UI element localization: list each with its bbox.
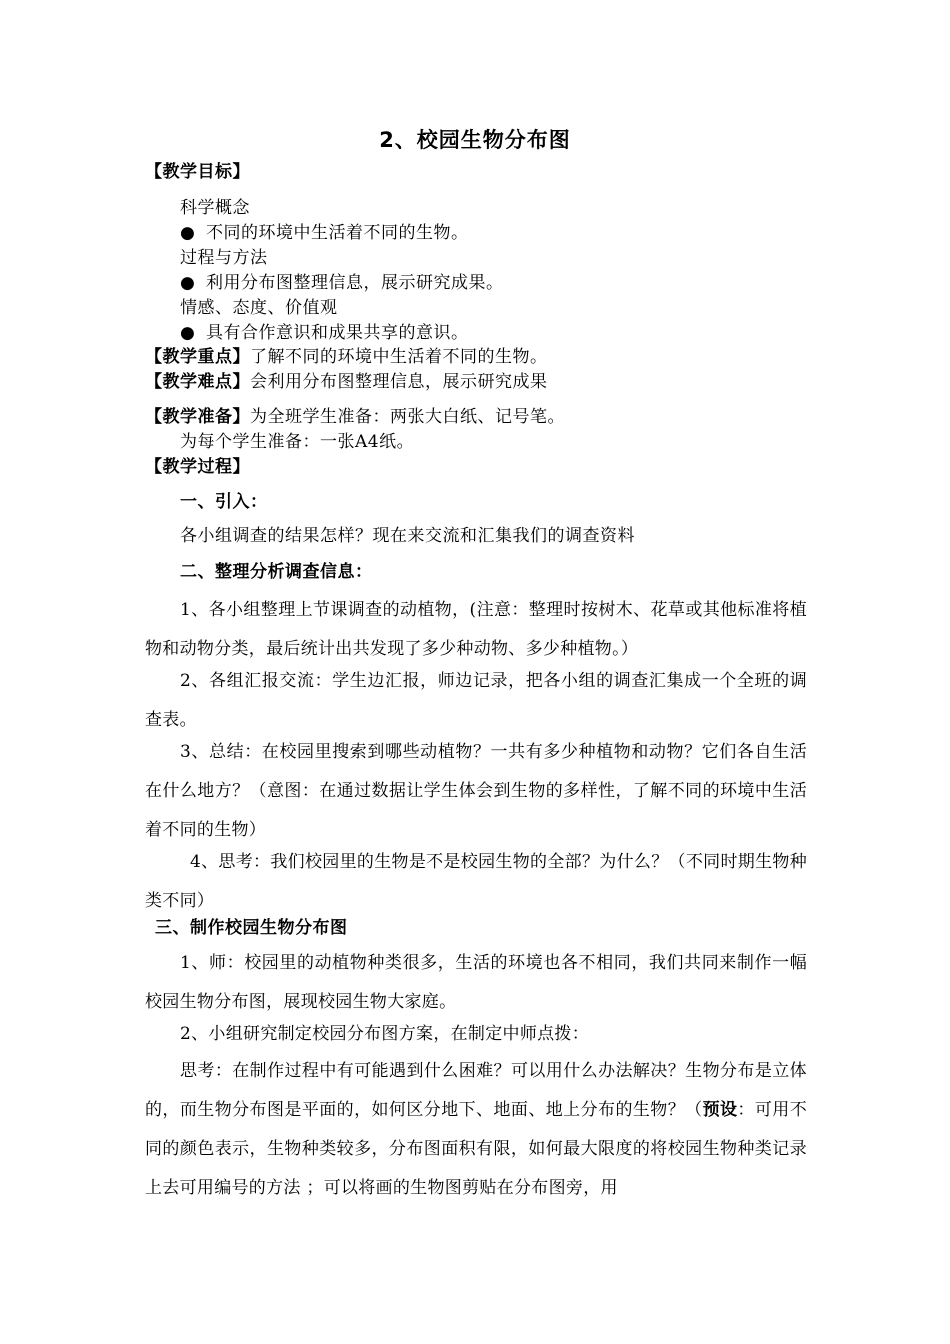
section-2-paragraph-2: 2、各组汇报交流：学生边汇报，师边记录，把各小组的调查汇集成一个全班的调查表。 (145, 671, 807, 730)
preparation-text-2: 为每个学生准备：一张A4纸。 (180, 432, 415, 452)
difficulty-line (145, 370, 548, 394)
bullet-icon: ● (180, 273, 196, 293)
concept-item-text: 不同的环境中生活着不同的生物。 (206, 223, 469, 243)
key-point-text: 了解不同的环境中生活着不同的生物。 (250, 347, 548, 367)
section-2-paragraph-4: 4、思考：我们校园里的生物是不是校园生物的全部？为什么？（不同时期生物种类不同） (145, 852, 807, 911)
concept-item (180, 221, 469, 245)
section-3-title: 三、制作校园生物分布图 (155, 918, 348, 938)
objectives-heading: 【教学目标】 (145, 162, 250, 182)
section-3-paragraph-2: 2、小组研究制定校园分布图方案，在制定中师点拨： (180, 1024, 590, 1044)
section-3-paragraph-1: 1、师：校园里的动植物种类很多，生活的环境也各不相同，我们共同来制作一幅校园生物分布图，展现校园生物大家庭。 (145, 953, 807, 1012)
process-item-text: 利用分布图整理信息，展示研究成果。 (206, 273, 504, 293)
attitude-label: 情感、态度、价值观 (180, 298, 338, 318)
process-item (180, 271, 504, 295)
preparation-line (145, 405, 565, 429)
difficulty-text: 会利用分布图整理信息，展示研究成果 (250, 372, 548, 392)
difficulty-label: 【教学难点】 (145, 372, 250, 392)
section-2-paragraph-3: 3、总结：在校园里搜索到哪些动植物？一共有多少种植物和动物？它们各自生活在什么地方？（意图：在通过数据让学生体会到生物的多样性，了解不同的环境中生活着不同的生物） (145, 742, 807, 840)
section-1-title: 一、引入： (180, 492, 268, 512)
key-point-label: 【教学重点】 (145, 347, 250, 367)
section-3-paragraph-3-a: 思考：在制作过程中有可能遇到什么困难？可以用什么办法解决？生物分布是立体的，而生物分布图是平面的，如何区分地下、地面、地上分布的生物？（ (145, 1061, 807, 1120)
bullet-icon: ● (180, 223, 196, 243)
section-2-paragraph-1: 1、各小组整理上节课调查的动植物，(注意：整理时按树木、花草或其他标准将植物和动物分类，最后统计出共发现了多少种动物、多少种植物。） (145, 600, 807, 659)
page-title: 2、校园生物分布图 (379, 128, 571, 152)
process-heading: 【教学过程】 (145, 457, 250, 477)
section-2-title: 二、整理分析调查信息： (180, 562, 373, 582)
preparation-text-1: 为全班学生准备：两张大白纸、记号笔。 (250, 407, 565, 427)
process-label: 过程与方法 (180, 248, 268, 268)
section-1-text: 各小组调查的结果怎样？现在来交流和汇集我们的调查资料 (180, 526, 635, 546)
section-3-paragraph-3 (145, 1052, 807, 1208)
section-3-paragraph-3-b: ：可用不同的颜色表示，生物种类较多，分布图面积有限，如何最大限度的将校园生物种类记录上去可用编号的方法 ；可以将画的生物图剪贴在分布图旁，用 (145, 1100, 807, 1198)
concept-label: 科学概念 (180, 198, 250, 218)
bullet-icon: ● (180, 323, 196, 343)
attitude-item-text: 具有合作意识和成果共享的意识。 (206, 323, 469, 343)
key-point-line (145, 345, 548, 369)
preparation-label: 【教学准备】 (145, 407, 250, 427)
presupposition-label: 预设 (702, 1100, 738, 1120)
attitude-item (180, 321, 469, 345)
